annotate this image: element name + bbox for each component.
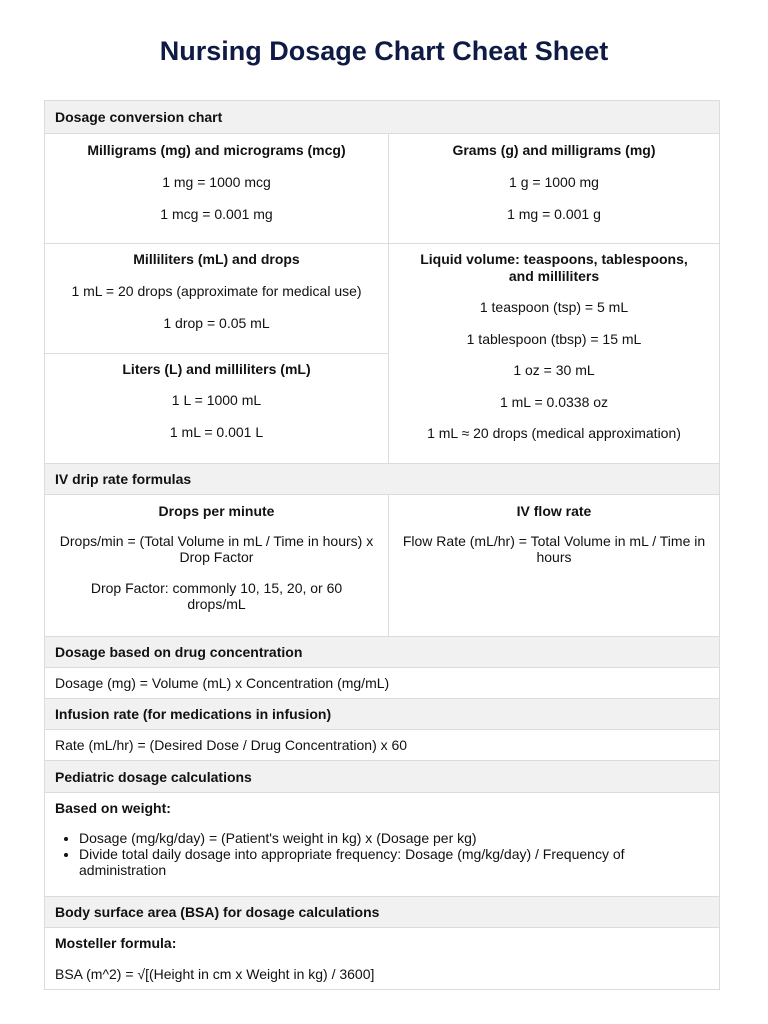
section-heading-conversion: Dosage conversion chart xyxy=(45,101,719,133)
conversion-line: 1 mL = 20 drops (approximate for medical use) xyxy=(71,283,362,299)
cell-title: Drops per minute xyxy=(158,503,275,519)
section-heading-iv: IV drip rate formulas xyxy=(45,463,719,494)
conversion-line: 1 mg = 0.001 g xyxy=(507,206,601,222)
conversion-row-1 xyxy=(45,133,719,243)
cell-title: Liters (L) and milliliters (mL) xyxy=(122,361,311,377)
left-column xyxy=(45,244,389,463)
infusion-formula: Rate (mL/hr) = (Desired Dose / Drug Concentration) x 60 xyxy=(45,729,719,760)
conversion-line: 1 mL = 0.0338 oz xyxy=(499,394,609,410)
cell-iv-flow-rate xyxy=(389,495,719,636)
conversion-line: 1 g = 1000 mg xyxy=(509,174,599,190)
dosage-sheet xyxy=(44,100,720,990)
bsa-formula: BSA (m^2) = √[(Height in cm x Weight in kg) / 3600] xyxy=(55,966,375,982)
cell-drops-per-minute xyxy=(45,495,389,636)
conversion-line: 1 mL = 0.001 L xyxy=(169,424,264,440)
formula-line: Drops/min = (Total Volume in mL / Time in hours) x Drop Factor xyxy=(59,533,374,565)
conversion-line: 1 L = 1000 mL xyxy=(171,392,262,408)
list-item: • Divide total daily dosage into appropriate frequency: Dosage (mg/kg/day) / Frequency of administration xyxy=(79,846,709,878)
pediatric-list xyxy=(55,830,709,878)
cell-title: IV flow rate xyxy=(516,503,592,519)
section-heading-concentration: Dosage based on drug concentration xyxy=(45,636,719,667)
section-heading-infusion: Infusion rate (for medications in infusion) xyxy=(45,698,719,729)
pediatric-body xyxy=(45,792,719,896)
page-title: Nursing Dosage Chart Cheat Sheet xyxy=(159,36,609,66)
section-heading-bsa: Body surface area (BSA) for dosage calculations xyxy=(45,896,719,927)
pediatric-subheading: Based on weight: xyxy=(55,800,171,816)
iv-row xyxy=(45,494,719,636)
conversion-line: 1 teaspoon (tsp) = 5 mL xyxy=(479,299,629,315)
conversion-line: 1 oz = 30 mL xyxy=(513,362,595,378)
formula-line: Flow Rate (mL/hr) = Total Volume in mL / Time in hours xyxy=(402,533,706,565)
cell-title: Milligrams (mg) and micrograms (mcg) xyxy=(87,142,346,158)
section-heading-pediatric: Pediatric dosage calculations xyxy=(45,760,719,792)
bsa-body xyxy=(45,927,719,989)
bsa-subheading: Mosteller formula: xyxy=(55,935,177,951)
conversion-line: 1 tablespoon (tbsp) = 15 mL xyxy=(466,331,642,347)
cell-g-mg xyxy=(389,134,719,243)
cell-liquid-volume xyxy=(389,244,719,463)
cell-mg-mcg xyxy=(45,134,389,243)
conversion-line: 1 mcg = 0.001 mg xyxy=(160,206,273,222)
concentration-formula: Dosage (mg) = Volume (mL) x Concentration (mg/mL) xyxy=(45,667,719,698)
conversion-row-2 xyxy=(45,243,719,463)
cell-title: Grams (g) and milligrams (mg) xyxy=(452,142,656,158)
cell-ml-drops xyxy=(45,244,388,354)
conversion-line: 1 drop = 0.05 mL xyxy=(163,315,270,331)
cell-l-ml xyxy=(45,354,388,462)
list-item: • Dosage (mg/kg/day) = (Patient's weight in kg) x (Dosage per kg) xyxy=(79,830,709,846)
formula-line: Drop Factor: commonly 10, 15, 20, or 60 drops/mL xyxy=(90,580,343,612)
cell-title: Liquid volume: teaspoons, tablespoons, and milliliters xyxy=(420,251,688,284)
conversion-line: 1 mg = 1000 mcg xyxy=(162,174,271,190)
cell-title: Milliliters (mL) and drops xyxy=(133,251,300,267)
conversion-line: 1 mL ≈ 20 drops (medical approximation) xyxy=(427,425,681,441)
